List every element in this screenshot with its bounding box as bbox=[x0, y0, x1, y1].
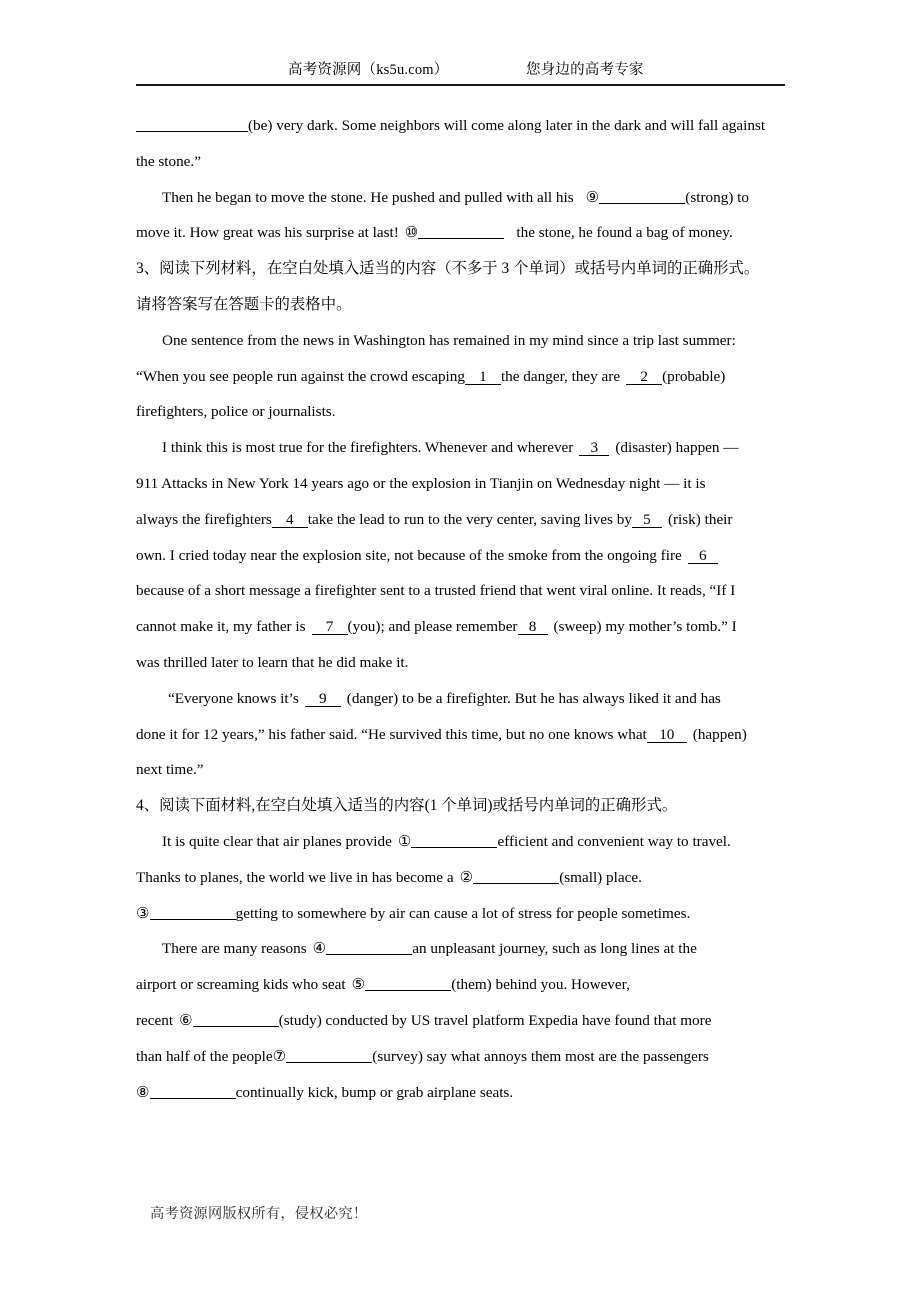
passage-tail-text-2: the stone.” bbox=[136, 152, 201, 170]
q3-para3-line-2 bbox=[136, 717, 785, 753]
q3-text-p2l3c: (risk) their bbox=[667, 510, 733, 528]
passage-tail-line-4 bbox=[136, 215, 785, 251]
answer-blank-3[interactable]: 3 bbox=[579, 440, 609, 456]
q3-para1-line-3 bbox=[136, 394, 785, 430]
q3-para3-line-1 bbox=[136, 681, 785, 717]
item-marker-10: ⑩ bbox=[404, 224, 419, 242]
answer-blank-1[interactable]: 1 bbox=[465, 369, 501, 385]
item-marker-6: ⑥ bbox=[179, 1011, 193, 1029]
q3-text-p1l2a: “When you see people run against the crowd escaping bbox=[136, 367, 465, 385]
q4-text-l1a: It is quite clear that air planes provide bbox=[162, 832, 392, 850]
q3-para2-line-4 bbox=[136, 538, 785, 574]
passage-tail-line-3 bbox=[136, 180, 785, 216]
question3-instruction-line-1: 3、阅读下列材料，在空白处填入适当的内容（不多于 3 个单词）或括号内单词的正确形式。 bbox=[136, 260, 760, 278]
q4-line-3 bbox=[136, 896, 785, 932]
q3-para2-line-5 bbox=[136, 573, 785, 609]
answer-blank-5[interactable]: 5 bbox=[632, 512, 662, 528]
passage-tail-text-1: (be) very dark. Some neighbors will come along later in the dark and will fall against bbox=[248, 117, 766, 134]
q3-para2-line-7 bbox=[136, 645, 785, 681]
passage-tail-line-1 bbox=[136, 108, 785, 144]
q3-text-p3l1b: (danger) to be a firefighter. But he has always liked it and has bbox=[346, 689, 721, 707]
q4-text-l6b: (study) conducted by US travel platform Expedia have found that more bbox=[278, 1011, 712, 1029]
q3-para2-line-2 bbox=[136, 466, 785, 502]
q4-answer-blank-6[interactable] bbox=[193, 1010, 279, 1027]
q4-answer-blank-2[interactable] bbox=[473, 867, 559, 884]
q4-text-l1b: efficient and convenient way to travel. bbox=[497, 832, 731, 850]
q3-para2-line-3 bbox=[136, 502, 785, 538]
q4-line-1 bbox=[136, 824, 785, 860]
item-marker-5: ⑤ bbox=[351, 976, 366, 994]
item-marker-8: ⑧ bbox=[136, 1083, 150, 1101]
q3-text-p2l7: was thrilled later to learn that he did make it. bbox=[136, 653, 409, 671]
q3-text-p1l3: firefighters, police or journalists. bbox=[136, 403, 336, 421]
answer-blank-7[interactable]: 7 bbox=[312, 619, 348, 635]
q4-line-8 bbox=[136, 1075, 785, 1111]
question3-instruction-line-2: 请将答案写在答题卡的表格中。 bbox=[136, 295, 352, 313]
item-marker-1: ① bbox=[397, 832, 412, 850]
q4-text-l3b: getting to somewhere by air can cause a lot of stress for people sometimes. bbox=[235, 904, 691, 922]
passage-tail-text-4a: move it. How great was his surprise at last! bbox=[136, 224, 399, 242]
passage-tail-text-4b: the stone, he found a bag of money. bbox=[516, 224, 733, 242]
q3-text-p2l1b: (disaster) happen — bbox=[615, 439, 739, 457]
q3-text-p2l6a: cannot make it, my father is bbox=[136, 618, 306, 636]
q4-answer-blank-1[interactable] bbox=[411, 831, 497, 848]
q4-text-l5b: (them) behind you. However, bbox=[451, 976, 630, 994]
q4-line-4 bbox=[136, 931, 785, 967]
q3-text-p2l1a: I think this is most true for the firefighters. Whenever and wherever bbox=[162, 439, 574, 457]
q4-line-2 bbox=[136, 860, 785, 896]
q3-text-p2l6b: (you); and please remember bbox=[347, 618, 518, 636]
q4-text-l4b: an unpleasant journey, such as long lines at the bbox=[412, 940, 697, 958]
q3-text-p2l3b: take the lead to run to the very center, saving lives by bbox=[307, 510, 632, 528]
answer-blank-8[interactable] bbox=[136, 116, 248, 133]
q3-para2-line-6 bbox=[136, 609, 785, 645]
q3-text-p2l6c: (sweep) my mother’s tomb.” I bbox=[553, 618, 737, 636]
passage-tail-text-3a: Then he began to move the stone. He pushed and pulled with all his bbox=[162, 188, 574, 206]
answer-blank-8b[interactable]: 8 bbox=[518, 619, 548, 635]
q4-answer-blank-8[interactable] bbox=[150, 1082, 236, 1099]
item-marker-2: ② bbox=[459, 868, 474, 886]
q3-text-p3l1a: “Everyone knows it’s bbox=[168, 689, 299, 707]
q3-text-p3l2b: (happen) bbox=[692, 725, 747, 743]
answer-blank-10b[interactable]: 10 bbox=[647, 727, 687, 743]
header-site-name: 高考资源网（ks5u.com） bbox=[288, 62, 449, 78]
q4-line-5 bbox=[136, 967, 785, 1003]
item-marker-9: ⑨ bbox=[585, 188, 600, 206]
q4-answer-blank-5[interactable] bbox=[365, 975, 451, 992]
item-marker-7: ⑦ bbox=[272, 1047, 287, 1065]
passage-tail-line-2 bbox=[136, 144, 785, 180]
answer-blank-10[interactable] bbox=[418, 223, 504, 240]
q4-text-l2a: Thanks to planes, the world we live in has become a bbox=[136, 868, 454, 886]
q4-text-l7a: than half of the people bbox=[136, 1047, 273, 1065]
q3-para3-line-3 bbox=[136, 752, 785, 788]
q4-answer-blank-3[interactable] bbox=[150, 903, 236, 920]
answer-blank-9b[interactable]: 9 bbox=[305, 691, 341, 707]
q3-text-p1l2b: the danger, they are bbox=[500, 367, 621, 385]
q3-para1-line-2 bbox=[136, 359, 785, 395]
q4-answer-blank-4[interactable] bbox=[326, 939, 412, 956]
answer-blank-2[interactable]: 2 bbox=[626, 369, 662, 385]
q3-text-p2l3a: always the firefighters bbox=[136, 510, 272, 528]
q4-text-l2b: (small) place. bbox=[559, 868, 642, 886]
q4-text-l6a: recent bbox=[136, 1011, 174, 1029]
answer-blank-4[interactable]: 4 bbox=[272, 512, 308, 528]
q4-text-l7b: (survey) say what annoys them most are the passengers bbox=[372, 1047, 709, 1065]
passage-tail-text-3b: (strong) to bbox=[685, 188, 749, 206]
q3-para2-line-1 bbox=[136, 430, 785, 466]
answer-blank-6[interactable]: 6 bbox=[688, 548, 718, 564]
document-body bbox=[136, 108, 785, 1110]
page-header bbox=[136, 58, 786, 86]
page-footer-copyright: 高考资源网版权所有，侵权必究！ bbox=[150, 1206, 368, 1222]
answer-blank-9[interactable] bbox=[599, 187, 685, 204]
q4-line-7 bbox=[136, 1039, 785, 1075]
item-marker-4: ④ bbox=[312, 940, 327, 958]
q3-text-p3l2a: done it for 12 years,” his father said. “He survived this time, but no one knows what bbox=[136, 725, 647, 743]
header-tagline: 您身边的高考专家 bbox=[526, 62, 644, 78]
q4-answer-blank-7[interactable] bbox=[286, 1046, 372, 1063]
q3-text-p3l3: next time.” bbox=[136, 761, 204, 779]
q3-text-p1l1: One sentence from the news in Washington has remained in my mind since a trip last summer: bbox=[162, 331, 736, 349]
question4-instruction: 4、阅读下面材料,在空白处填入适当的内容(1 个单词)或括号内单词的正确形式。 bbox=[136, 797, 678, 815]
q4-text-l5a: airport or screaming kids who seat bbox=[136, 976, 346, 994]
header-divider-rule bbox=[136, 84, 785, 86]
q3-text-p2l5: because of a short message a firefighter sent to a trusted friend that went viral online. It reads, “If I bbox=[136, 582, 736, 600]
q3-text-p2l2: 911 Attacks in New York 14 years ago or the explosion in Tianjin on Wednesday night — it is bbox=[136, 474, 706, 492]
q4-line-6 bbox=[136, 1003, 785, 1039]
q4-text-l8b: continually kick, bump or grab airplane seats. bbox=[235, 1083, 514, 1101]
q3-para1-line-1 bbox=[136, 323, 785, 359]
item-marker-3: ③ bbox=[136, 904, 150, 922]
q3-text-p1l2c: (probable) bbox=[662, 367, 726, 385]
q4-text-l4a: There are many reasons bbox=[162, 940, 307, 958]
q3-text-p2l4a: own. I cried today near the explosion site, not because of the smoke from the ongoing fire bbox=[136, 546, 682, 564]
